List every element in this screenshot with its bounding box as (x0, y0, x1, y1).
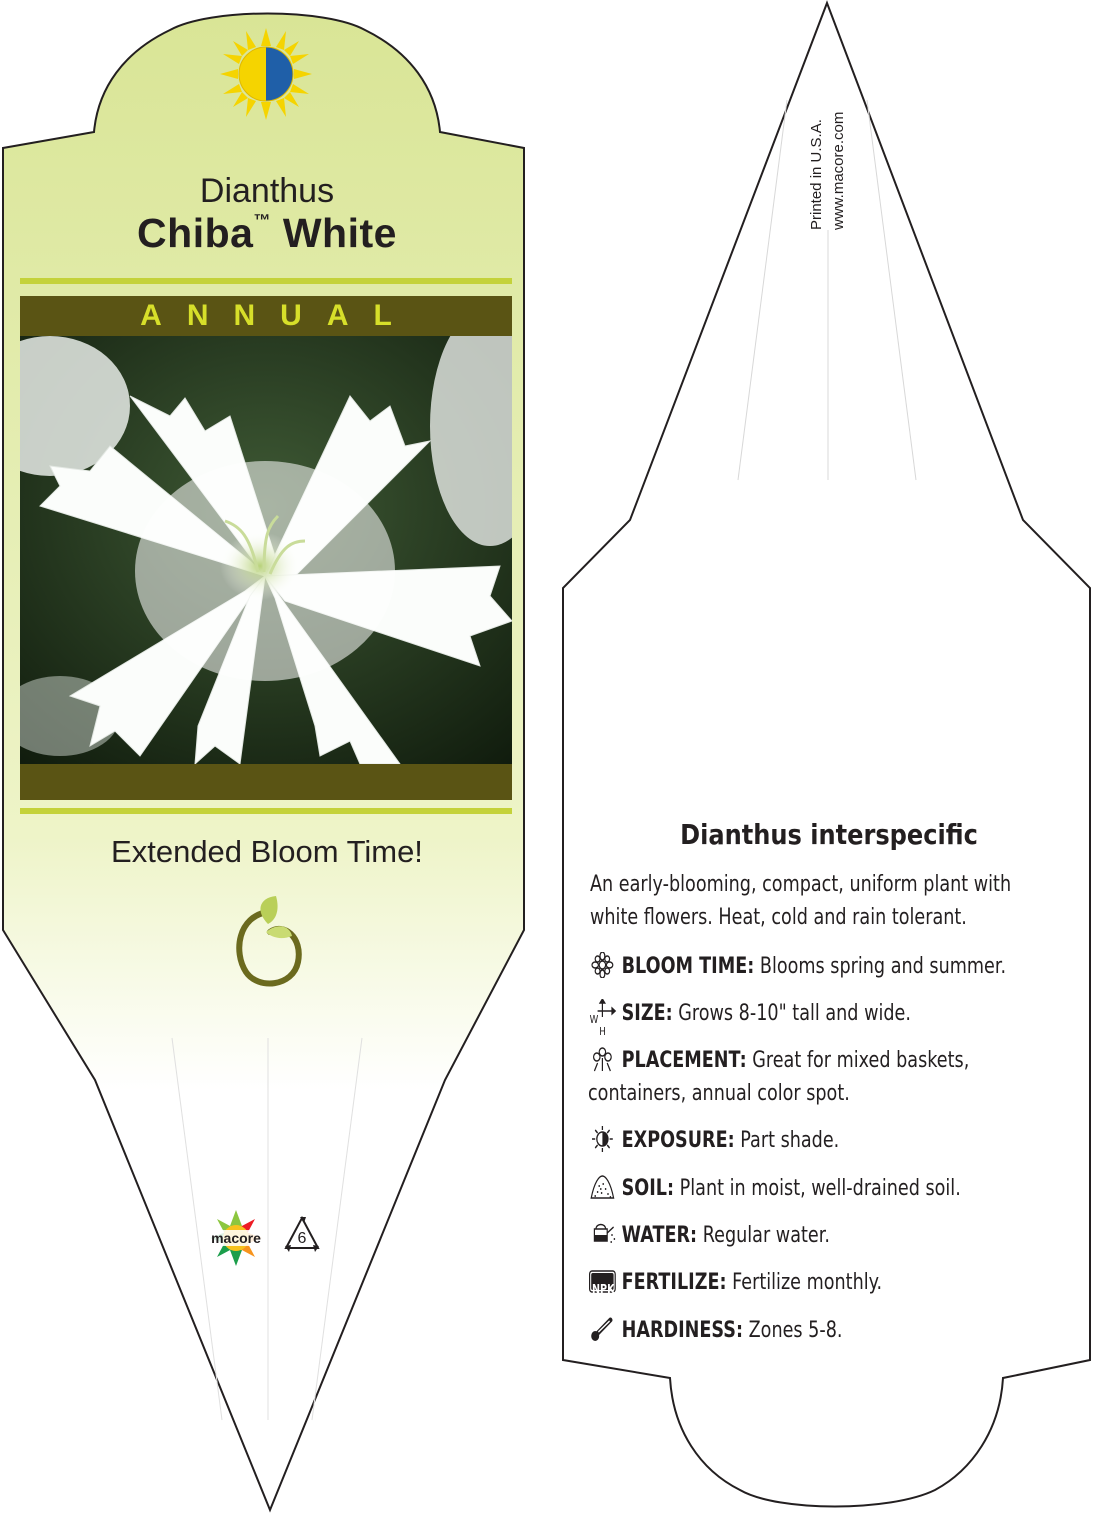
printed-in: Printed in U.S.A. (808, 119, 825, 230)
attribute-size (588, 997, 1068, 1038)
attribute-bloom-time (588, 950, 1068, 983)
plant-cultivar (0, 210, 534, 257)
recycle-code: 6 (297, 1230, 307, 1247)
plant-description: An early-blooming, compact, uniform plant with white flowers. Heat, cold and rain tolerant. (590, 872, 1012, 930)
plant-category: ANNUAL (140, 299, 417, 332)
size-h-label: H (599, 1025, 606, 1038)
attribute-placement (588, 1044, 1068, 1110)
sprout-logo-icon (228, 892, 308, 992)
attribute-label: HARDINESS: (621, 1318, 744, 1343)
trademark-symbol: ™ (253, 211, 271, 230)
photo-bottom-band (20, 764, 512, 800)
exposure-sun-icon (218, 26, 314, 122)
attribute-hardiness (588, 1314, 1068, 1347)
printing-info (808, 70, 848, 230)
attribute-label: BLOOM TIME: (621, 954, 755, 979)
attribute-value: Fertilize monthly. (732, 1270, 883, 1295)
attribute-value: Part shade. (740, 1128, 840, 1153)
plant-genus: Dianthus (199, 172, 335, 210)
attribute-value: Grows 8-10" tall and wide. (678, 1001, 911, 1026)
attribute-value: Plant in moist, well-drained soil. (679, 1176, 961, 1201)
attribute-value-continued: containers, annual color spot. (588, 1081, 850, 1106)
recycle-code-icon (282, 1214, 322, 1254)
attribute-label: EXPOSURE: (621, 1128, 735, 1153)
cultivar-name: Chiba (137, 210, 254, 256)
botanical-name: Dianthus interspecific (680, 818, 978, 851)
attribute-label: FERTILIZE: (621, 1270, 727, 1295)
npk-label: NPK (592, 1282, 615, 1296)
attribute-value: Regular water. (702, 1223, 830, 1248)
size-icon (588, 999, 617, 1038)
attribute-exposure (588, 1124, 1068, 1157)
macore-logo (206, 1208, 266, 1268)
soil-icon (588, 1174, 617, 1200)
placement-icon (588, 1046, 617, 1072)
flower-icon (588, 952, 617, 978)
attribute-label: WATER: (621, 1223, 698, 1248)
attribute-value: Great for mixed baskets, (752, 1048, 970, 1073)
brand-name: macore (206, 1230, 266, 1246)
attribute-value: Zones 5-8. (748, 1318, 843, 1343)
flower-photo (20, 336, 512, 764)
attribute-label: PLACEMENT: (621, 1048, 747, 1073)
thermometer-icon (588, 1316, 617, 1342)
sun-icon (588, 1126, 617, 1152)
tagline: Extended Bloom Time! (111, 834, 423, 869)
npk-icon (588, 1268, 617, 1294)
attribute-soil (588, 1172, 1068, 1205)
attribute-label: SIZE: (621, 1001, 673, 1026)
website: www.macore.com (830, 111, 847, 230)
attribute-value: Blooms spring and summer. (759, 954, 1007, 979)
attribute-label: SOIL: (621, 1176, 675, 1201)
cultivar-suffix: White (282, 210, 397, 256)
attribute-fertilize (588, 1266, 1068, 1299)
watering-can-icon (588, 1221, 617, 1247)
attribute-water (588, 1219, 1068, 1252)
size-w-label: W (589, 1013, 599, 1026)
